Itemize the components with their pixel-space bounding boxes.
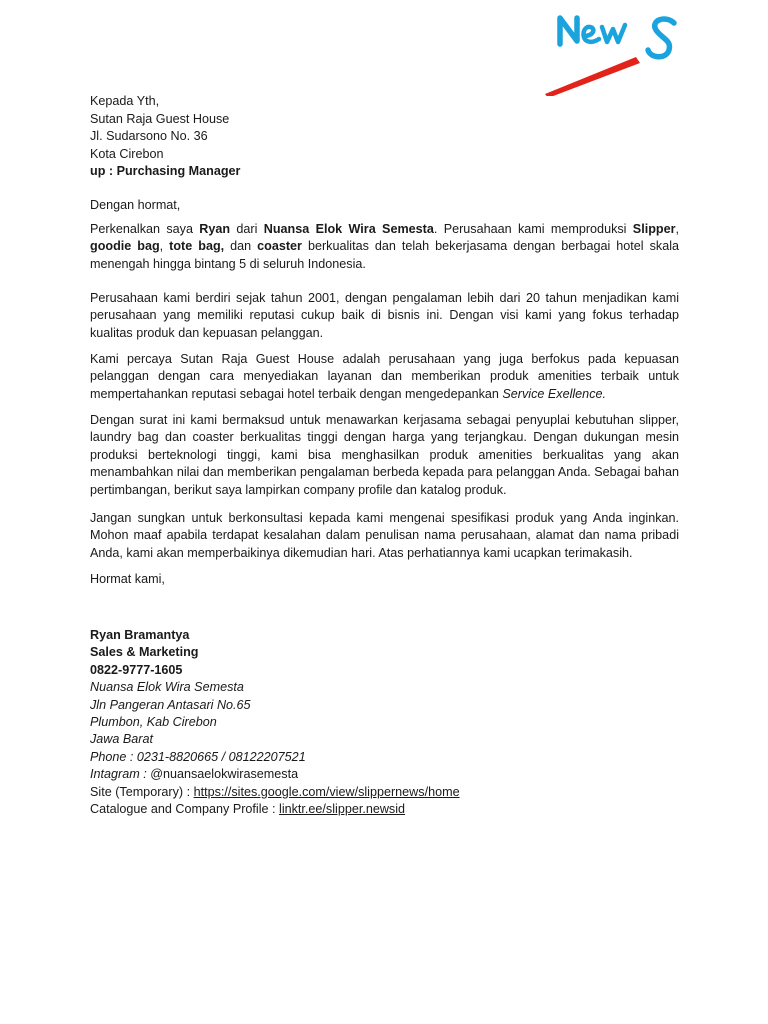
signature-company: Nuansa Elok Wira Semesta (90, 680, 244, 695)
company-logo (540, 14, 690, 96)
signature-block (90, 627, 460, 818)
signature-mobile: 0822-9777-1605 (90, 662, 183, 677)
news-logo-icon (540, 14, 690, 96)
paragraph-history: Perusahaan kami berdiri sejak tahun 2001, dengan pengalaman lebih dari 20 tahun menjadikan kami perusahaan yang memiliki reputasi cukup baik di bisnis ini. Dengan visi kami yang fokus terhadap kualitas produk dan kepuasan pelanggan. (90, 291, 679, 340)
recipient-attention: up : Purchasing Manager (90, 164, 241, 178)
signature-title: Sales & Marketing (90, 645, 199, 660)
paragraph-offer: Dengan surat ini kami bermaksud untuk menawarkan kerjasama sebagai penyuplai kebutuhan slipper, laundry bag dan coaster berkualitas tinggi dengan harga yang terjangkau. Dengan dukungan mesin produksi berteknologi tinggi, kami bisa menghasilkan produk amenities berkualitas yang akan menambahkan nilai dan memberikan pengalaman berbeda kepada para pelanggan Anda. Sebagai bahan pertimbangan, berikut saya lampirkan company profile dan katalog produk. (90, 413, 679, 497)
recipient-name: Sutan Raja Guest House (90, 111, 230, 126)
site-link[interactable]: https://sites.google.com/view/slippernews/home (193, 784, 460, 799)
signature-street: Jln Pangeran Antasari No.65 (90, 697, 251, 712)
greeting: Dengan hormat, (90, 198, 181, 212)
signature-site: Site (Temporary) : https://sites.google.com/view/slippernews/home (90, 784, 460, 799)
recipient-block (90, 93, 679, 181)
paragraph-consultation: Jangan sungkan untuk berkonsultasi kepada kami mengenai spesifikasi produk yang Anda inginkan. Mohon maaf apabila terdapat kesalahan dalam penulisan nama perusahaan, alamat dan nama pribadi Anda, kami akan memperbaikinya dikemudian hari. Atas perhatiannya kami ucapkan terimakasih. (90, 511, 679, 560)
recipient-salutation: Kepada Yth, (90, 94, 160, 108)
paragraph-intro: Perkenalkan saya Ryan dari Nuansa Elok Wira Semesta. Perusahaan kami memproduksi Slipper, goodie bag, tote bag, dan coaster berkualitas dan telah bekerjasama dengan berbagai hotel skala menengah hingga bintang 5 di seluruh Indonesia. (90, 222, 679, 271)
recipient-city: Kota Cirebon (90, 146, 164, 161)
paragraph-trust: Kami percaya Sutan Raja Guest House adalah perusahaan yang juga berfokus pada kepuasan pelanggan dengan cara menyediakan layanan dan memberikan produk amenities terbaik untuk mempertahankan reputasi sebagai hotel terbaik dengan mengedepankan Service Exellence. (90, 352, 679, 401)
signature-instagram: Intagram : @nuansaelokwirasemesta (90, 767, 299, 782)
closing: Hormat kami, (90, 572, 165, 586)
signature-phone: Phone : 0231-8820665 / 08122207521 (90, 749, 306, 764)
recipient-street: Jl. Sudarsono No. 36 (90, 129, 208, 143)
signature-city: Plumbon, Kab Cirebon (90, 715, 217, 730)
instagram-handle: @nuansaelokwirasemesta (150, 767, 299, 782)
signature-catalogue: Catalogue and Company Profile : linktr.ee/slipper.newsid (90, 802, 406, 817)
signature-province: Jawa Barat (90, 732, 153, 747)
signature-name: Ryan Bramantya (90, 628, 190, 642)
catalogue-link[interactable]: linktr.ee/slipper.newsid (279, 802, 406, 817)
